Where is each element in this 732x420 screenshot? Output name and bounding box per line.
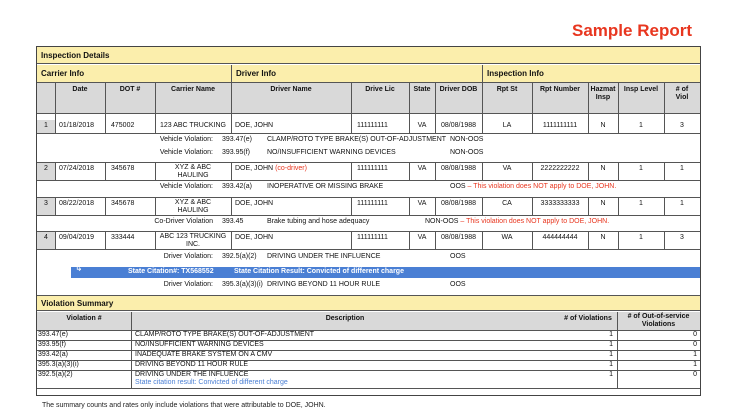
row-level: 1 bbox=[639, 234, 643, 241]
violation-desc: Brake tubing and hose adequacy bbox=[267, 218, 370, 225]
violation-oos: OOS bbox=[450, 253, 466, 260]
summary-oos: 0 bbox=[693, 371, 697, 378]
citation-result: State Citation Result: Convicted of different charge bbox=[234, 268, 404, 275]
violation-note: – This violation does NOT apply to DOE, JOHN. bbox=[460, 218, 610, 225]
row-dob: 08/08/1988 bbox=[440, 122, 477, 129]
row-dob: 08/08/1988 bbox=[440, 200, 477, 207]
violation-line bbox=[37, 149, 700, 160]
summary-count: 1 bbox=[609, 331, 613, 338]
row-carrier: ABC 123 TRUCKING INC. bbox=[159, 233, 227, 248]
row-lic: 111111111 bbox=[357, 122, 388, 129]
violation-desc: DRIVING BEYOND 11 HOUR RULE bbox=[267, 281, 381, 288]
col-state: State bbox=[413, 86, 431, 93]
violation-label: Vehicle Violation: bbox=[159, 183, 213, 190]
row-rpt-st: CA bbox=[502, 200, 512, 207]
col-driver-dob: Driver DOB bbox=[439, 86, 478, 93]
summary-col-desc: Description bbox=[325, 315, 365, 322]
row-date: 09/04/2019 bbox=[59, 234, 95, 241]
summary-count: 1 bbox=[609, 341, 613, 348]
violation-oos: NON-OOS bbox=[450, 149, 484, 156]
summary-count: 1 bbox=[609, 371, 613, 378]
summary-count: 1 bbox=[609, 361, 613, 368]
summary-oos: 0 bbox=[693, 341, 697, 348]
row-rpt-no: 3333333333 bbox=[540, 200, 580, 207]
report-frame bbox=[36, 46, 701, 396]
row-hazmat: N bbox=[600, 122, 606, 129]
col-num-viol: # of Viol bbox=[675, 86, 689, 101]
citation-number: State Citation#: TX568552 bbox=[128, 268, 214, 275]
summary-col-num: Violation # bbox=[66, 315, 102, 322]
co-driver-note: (co-driver) bbox=[275, 165, 307, 172]
violation-line bbox=[37, 183, 700, 194]
violation-line bbox=[37, 253, 700, 264]
col-hazmat: Hazmat Insp bbox=[590, 86, 616, 101]
summary-row bbox=[37, 371, 700, 389]
col-dot: DOT # bbox=[119, 86, 141, 93]
summary-col-count: # of Violations bbox=[564, 315, 612, 322]
col-date: Date bbox=[72, 86, 88, 93]
summary-code: 395.3(a)(3)(i) bbox=[38, 361, 79, 368]
violation-oos-wrap bbox=[450, 183, 616, 190]
violation-oos: OOS bbox=[450, 183, 466, 190]
row-lic: 111111111 bbox=[357, 234, 388, 241]
col-driver-name: Driver Name bbox=[270, 86, 312, 93]
violation-desc: NO/INSUFFICIENT WARNING DEVICES bbox=[267, 149, 396, 156]
row-state: VA bbox=[417, 234, 427, 241]
row-carrier: XYZ & ABC HAULING bbox=[174, 199, 212, 214]
violation-code: 393.47(e) bbox=[222, 136, 252, 143]
summary-citation-note: State citation result: Convicted of different charge bbox=[135, 379, 288, 386]
row-number: 3 bbox=[44, 200, 48, 207]
violation-label: Vehicle Violation: bbox=[159, 136, 213, 143]
summary-oos: 1 bbox=[693, 351, 697, 358]
summary-oos: 1 bbox=[693, 361, 697, 368]
row-viol: 3 bbox=[680, 122, 684, 129]
violation-line bbox=[37, 281, 700, 292]
inspection-row bbox=[37, 198, 700, 215]
violation-oos-wrap bbox=[425, 218, 609, 225]
violation-code: 393.45 bbox=[222, 218, 244, 225]
row-dot: 475002 bbox=[111, 122, 135, 129]
violation-label: Driver Violation: bbox=[163, 253, 213, 260]
summary-oos: 0 bbox=[693, 331, 697, 338]
row-rpt-no: 2222222222 bbox=[540, 165, 580, 172]
row-dob: 08/08/1988 bbox=[440, 165, 477, 172]
col-carrier-name: Carrier Name bbox=[171, 86, 215, 93]
row-carrier: XYZ & ABC HAULING bbox=[174, 164, 212, 179]
inspection-details-title: Inspection Details bbox=[41, 51, 110, 60]
row-number: 2 bbox=[44, 165, 48, 172]
group-header-row bbox=[37, 65, 700, 83]
row-driver-wrap bbox=[235, 165, 307, 172]
violation-note: – This violation does NOT apply to DOE, JOHN. bbox=[467, 183, 617, 190]
violation-label: Co-Driver Violation bbox=[154, 218, 213, 225]
row-state: VA bbox=[417, 122, 427, 129]
row-viol: 3 bbox=[680, 234, 684, 241]
inspection-details-header bbox=[37, 47, 700, 64]
row-driver: DOE, JOHN bbox=[235, 234, 274, 241]
row-number: 4 bbox=[44, 234, 48, 241]
summary-desc: DRIVING UNDER THE INFLUENCE bbox=[135, 371, 249, 378]
violation-line bbox=[37, 136, 700, 147]
row-hazmat: N bbox=[600, 165, 606, 172]
summary-code: 393.95(f) bbox=[38, 341, 67, 348]
row-rpt-st: WA bbox=[501, 234, 513, 241]
row-date: 08/22/2018 bbox=[59, 200, 95, 207]
inspection-row bbox=[37, 120, 700, 133]
violation-code: 393.95(f) bbox=[222, 149, 251, 156]
violation-label: Vehicle Violation: bbox=[159, 149, 213, 156]
violation-summary-title: Violation Summary bbox=[41, 299, 114, 308]
inspection-row bbox=[37, 163, 700, 180]
row-dot: 333444 bbox=[111, 234, 135, 241]
summary-count: 1 bbox=[609, 351, 613, 358]
row-level: 1 bbox=[639, 165, 643, 172]
row-lic: 111111111 bbox=[357, 165, 388, 172]
row-state: VA bbox=[417, 165, 427, 172]
report-title: Sample Report bbox=[572, 21, 692, 40]
row-rpt-no: 1111111111 bbox=[542, 122, 578, 129]
summary-desc: INADEQUATE BRAKE SYSTEM ON A CMV bbox=[135, 351, 273, 358]
summary-row bbox=[37, 341, 700, 351]
row-hazmat: N bbox=[600, 234, 606, 241]
summary-row bbox=[37, 351, 700, 361]
violation-desc: DRIVING UNDER THE INFLUENCE bbox=[267, 253, 381, 260]
row-carrier: 123 ABC TRUCKING bbox=[159, 122, 226, 129]
row-rpt-no: 444444444 bbox=[542, 234, 578, 241]
citation-bar bbox=[71, 263, 700, 278]
violation-oos: NON-OOS bbox=[450, 136, 484, 143]
row-state: VA bbox=[417, 200, 427, 207]
row-rpt-st: LA bbox=[502, 122, 512, 129]
summary-row bbox=[37, 331, 700, 341]
row-lic: 111111111 bbox=[357, 200, 388, 207]
violation-desc: CLAMP/ROTO TYPE BRAKE(S) OUT-OF-ADJUSTMENT bbox=[267, 136, 447, 143]
inspection-row bbox=[37, 232, 700, 249]
row-dot: 345678 bbox=[111, 200, 135, 207]
row-dob: 08/08/1988 bbox=[440, 234, 477, 241]
summary-code: 393.42(a) bbox=[38, 351, 68, 358]
summary-desc: NO/INSUFFICIENT WARNING DEVICES bbox=[135, 341, 264, 348]
inspection-info-header: Inspection Info bbox=[487, 69, 544, 78]
summary-desc: CLAMP/ROTO TYPE BRAKE(S) OUT-OF-ADJUSTMENT bbox=[135, 331, 315, 338]
row-level: 1 bbox=[639, 200, 643, 207]
row-hazmat: N bbox=[600, 200, 606, 207]
summary-code: 392.5(a)(2) bbox=[38, 371, 73, 378]
violation-oos: OOS bbox=[450, 281, 466, 288]
violation-code: 392.5(a)(2) bbox=[222, 253, 257, 260]
row-driver: DOE, JOHN bbox=[235, 165, 274, 172]
row-date: 01/18/2018 bbox=[59, 122, 95, 129]
summary-code: 393.47(e) bbox=[38, 331, 68, 338]
row-rpt-st: VA bbox=[502, 165, 512, 172]
col-insp-level: Insp Level bbox=[623, 86, 659, 93]
footnote: The summary counts and rates only include violations that were attributable to DOE, JOHN. bbox=[42, 402, 326, 409]
citation-arrow-icon: ↳ bbox=[75, 263, 83, 273]
col-rpt-number: Rpt Number bbox=[539, 86, 581, 93]
violation-code: 393.42(a) bbox=[222, 183, 252, 190]
row-date: 07/24/2018 bbox=[59, 165, 95, 172]
summary-row bbox=[37, 361, 700, 371]
violation-oos: NON-OOS bbox=[425, 218, 459, 225]
row-driver: DOE, JOHN bbox=[235, 122, 274, 129]
col-rpt-st: Rpt St bbox=[496, 86, 518, 93]
violation-desc: INOPERATIVE OR MISSING BRAKE bbox=[267, 183, 384, 190]
row-level: 1 bbox=[639, 122, 643, 129]
violation-code: 395.3(a)(3)(i) bbox=[222, 281, 263, 288]
row-driver: DOE, JOHN bbox=[235, 200, 274, 207]
driver-info-header: Driver Info bbox=[236, 69, 277, 78]
summary-desc: DRIVING BEYOND 11 HOUR RULE bbox=[135, 361, 249, 368]
violation-label: Driver Violation: bbox=[163, 281, 213, 288]
row-viol: 1 bbox=[680, 200, 684, 207]
summary-col-oos: # of Out-of-service Violations bbox=[627, 313, 690, 328]
col-drive-lic: Drive Lic bbox=[365, 86, 395, 93]
carrier-info-header: Carrier Info bbox=[41, 69, 85, 78]
row-number: 1 bbox=[44, 122, 48, 129]
violation-summary-header bbox=[37, 296, 700, 311]
row-dot: 345678 bbox=[111, 165, 135, 172]
row-viol: 1 bbox=[680, 165, 684, 172]
violation-line bbox=[37, 218, 700, 229]
